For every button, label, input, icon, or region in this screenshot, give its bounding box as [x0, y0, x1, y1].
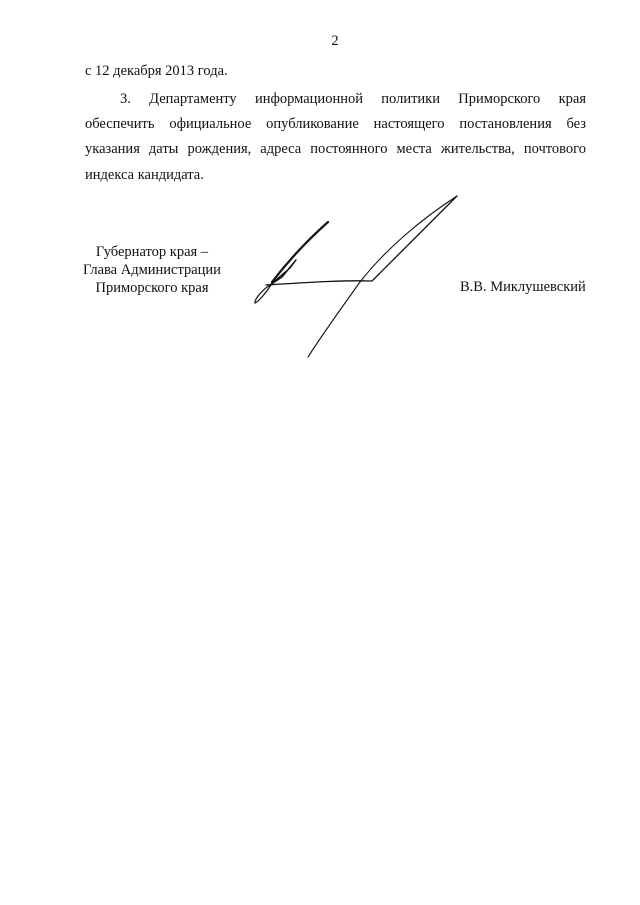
signatory-title-line: Глава Администрации: [83, 262, 221, 278]
page-number: 2: [331, 33, 339, 49]
continuation-line: с 12 декабря 2013 года.: [85, 63, 228, 79]
signatory-title-line: Губернатор края –: [95, 244, 209, 260]
paragraph-line: обеспечить официальное опубликование настоящего постановления без: [85, 116, 586, 132]
signatory-title-line: Приморского края: [95, 280, 209, 296]
signatory-name: В.В. Миклушевский: [460, 279, 586, 295]
paragraph-line: индекса кандидата.: [85, 167, 204, 183]
paragraph-line: указания даты рождения, адреса постоянного места жительства, почтового: [85, 141, 586, 157]
paragraph-line: 3. Департаменту информационной политики Приморского края: [120, 91, 586, 107]
